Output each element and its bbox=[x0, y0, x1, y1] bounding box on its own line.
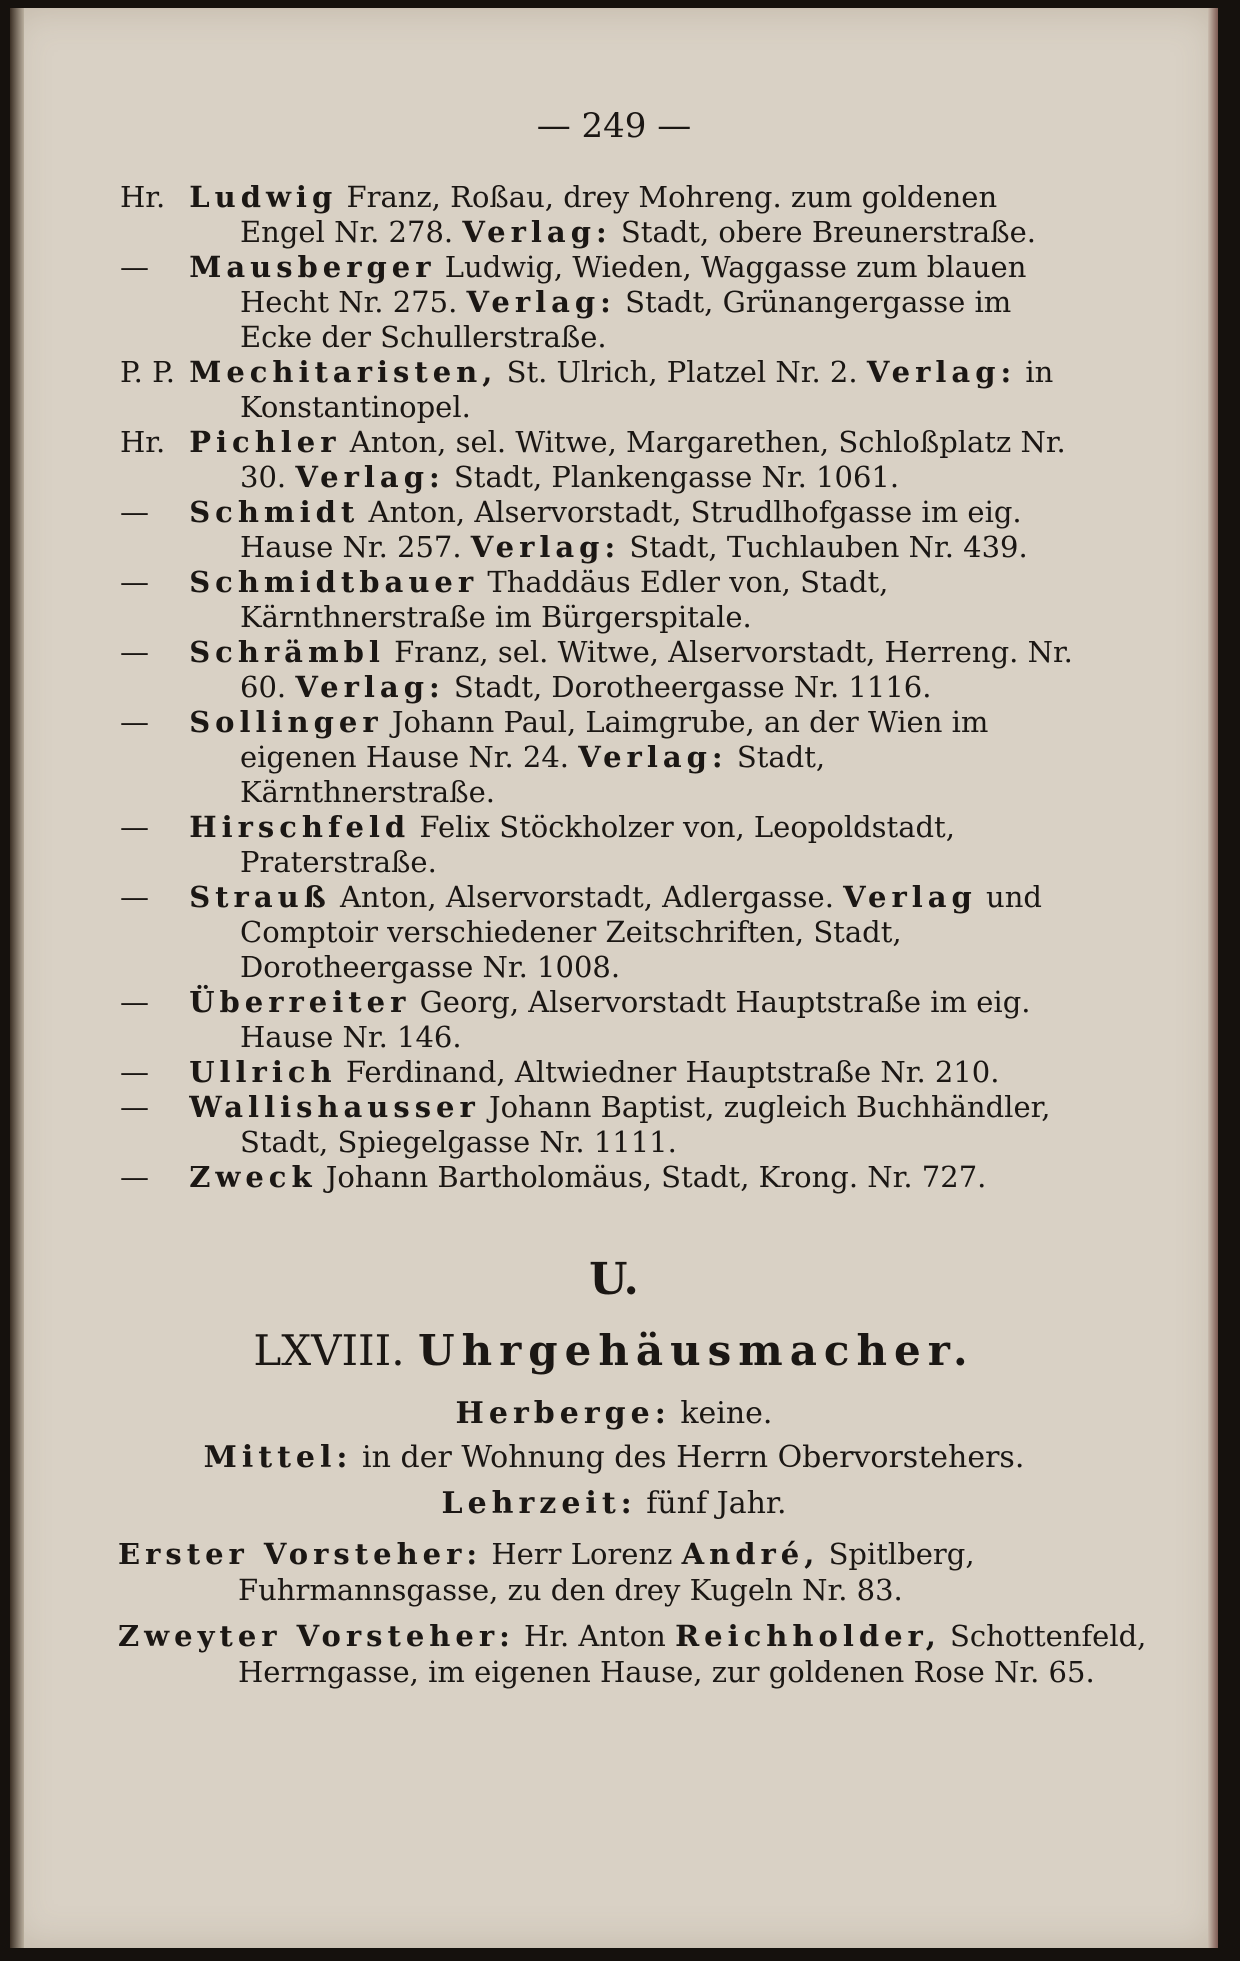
mittel-label: Mittel: bbox=[203, 1440, 353, 1475]
entry-name: Ludwig bbox=[189, 180, 338, 214]
entry-text: St. Ulrich, Platzel Nr. 2. bbox=[506, 355, 858, 389]
verlag-text: Stadt, Grünangergasse im Ecke der Schullerstraße. bbox=[240, 285, 1012, 354]
first-officer bbox=[118, 1536, 1203, 1608]
entry-name: Ullrich bbox=[189, 1055, 337, 1089]
entry-lead: — bbox=[120, 1160, 149, 1194]
section-number: LXVIII. bbox=[253, 1326, 405, 1375]
list-item bbox=[120, 1160, 1080, 1195]
entry-text: Georg, Alservorstadt Hauptstraße im eig. Hause Nr. 146. bbox=[240, 985, 1031, 1054]
binding-edge bbox=[10, 8, 24, 1948]
herberge-label: Herberge: bbox=[455, 1396, 671, 1431]
entry-lead: — bbox=[120, 880, 149, 914]
entry-text: Anton, sel. Witwe, Margarethen, Schloßplatz Nr. 30. bbox=[240, 425, 1066, 494]
second-officer-label: Zweyter Vorsteher: bbox=[118, 1619, 515, 1653]
first-officer-address: Spitlberg, Fuhrmannsgasse, zu den drey Kugeln Nr. 83. bbox=[238, 1537, 975, 1607]
list-item bbox=[120, 425, 1080, 495]
verlag-label: Verlag: bbox=[295, 460, 445, 494]
verlag-text: Stadt, Dorotheergasse Nr. 1116. bbox=[453, 670, 932, 704]
entry-text: Johann Bartholomäus, Stadt, Krong. Nr. 727. bbox=[325, 1160, 987, 1194]
entry-name: Pichler bbox=[189, 425, 341, 459]
entry-lead: — bbox=[120, 985, 149, 1019]
entry-name: Mausberger bbox=[189, 250, 436, 284]
entry-text: Franz, sel. Witwe, Alservorstadt, Herreng. Nr. 60. bbox=[240, 635, 1073, 704]
letter-heading: U. bbox=[589, 1254, 639, 1305]
entry-text: Ludwig, Wieden, Waggasse zum blauen Hecht Nr. 275. bbox=[240, 250, 1027, 319]
entry-lead: — bbox=[120, 705, 149, 739]
list-item bbox=[120, 705, 1080, 810]
entry-text: Johann Baptist, zugleich Buchhändler, Stadt, Spiegelgasse Nr. 1111. bbox=[240, 1090, 1051, 1159]
mittel-line bbox=[10, 1440, 1218, 1475]
second-officer-pre: Hr. Anton bbox=[524, 1619, 666, 1653]
entry-text: Johann Paul, Laimgrube, an der Wien im eigenen Hause Nr. 24. bbox=[240, 705, 989, 774]
list-item bbox=[120, 1055, 1080, 1090]
page-edge bbox=[1208, 8, 1218, 1948]
entry-name: Mechitaristen, bbox=[189, 355, 498, 389]
page-number: — 249 — bbox=[536, 106, 692, 146]
verlag-label: Verlag: bbox=[866, 355, 1017, 389]
entry-lead: — bbox=[120, 495, 149, 529]
list-item bbox=[120, 810, 1080, 880]
entry-lead: — bbox=[120, 635, 149, 669]
verlag-label: Verlag: bbox=[462, 215, 612, 249]
lehrzeit-label: Lehrzeit: bbox=[441, 1486, 637, 1521]
entry-name: Schmidtbauer bbox=[189, 565, 479, 599]
herberge-line bbox=[10, 1396, 1218, 1431]
mittel-value: in der Wohnung des Herrn Obervorstehers. bbox=[362, 1440, 1025, 1475]
entry-lead: — bbox=[120, 250, 149, 284]
lehrzeit-value: fünf Jahr. bbox=[646, 1486, 787, 1521]
list-item bbox=[120, 1090, 1080, 1160]
entry-text: Anton, Alservorstadt, Adlergasse. bbox=[339, 880, 834, 914]
herberge-value: keine. bbox=[680, 1396, 773, 1431]
book-page bbox=[10, 8, 1218, 1948]
verlag-label: Verlag bbox=[843, 880, 977, 914]
list-item bbox=[120, 635, 1080, 705]
first-officer-name: André, bbox=[681, 1537, 820, 1571]
entry-lead: — bbox=[120, 1055, 149, 1089]
second-officer bbox=[118, 1618, 1203, 1690]
first-officer-pre: Herr Lorenz bbox=[491, 1537, 673, 1571]
entry-name: Strauß bbox=[189, 880, 331, 914]
verlag-label: Verlag: bbox=[578, 740, 728, 774]
list-item bbox=[120, 250, 1080, 355]
entry-name: Wallishausser bbox=[189, 1090, 480, 1124]
lehrzeit-line bbox=[10, 1486, 1218, 1521]
entry-text: Anton, Alservorstadt, Strudlhofgasse im eig. Hause Nr. 257. bbox=[240, 495, 1022, 564]
verlag-text: Stadt, Kärnthnerstraße. bbox=[240, 740, 826, 809]
verlag-text: Stadt, Plankengasse Nr. 1061. bbox=[453, 460, 900, 494]
entry-text: Thaddäus Edler von, Stadt, Kärnthnerstraße im Bürgerspitale. bbox=[240, 565, 889, 634]
verlag-text: und Comptoir verschiedener Zeitschriften, Stadt, Dorotheergasse Nr. 1008. bbox=[240, 880, 1042, 984]
list-item bbox=[120, 495, 1080, 565]
entry-name: Überreiter bbox=[189, 985, 411, 1019]
section-title: Uhrgehäusmacher. bbox=[417, 1326, 975, 1375]
verlag-text: in Konstantinopel. bbox=[240, 355, 1054, 424]
list-item bbox=[120, 565, 1080, 635]
entry-lead: Hr. bbox=[120, 425, 166, 459]
verlag-label: Verlag: bbox=[295, 670, 445, 704]
second-officer-address: Schottenfeld, Herrngasse, im eigenen Hause, zur goldenen Rose Nr. 65. bbox=[238, 1619, 1147, 1689]
verlag-text: Stadt, Tuchlauben Nr. 439. bbox=[629, 530, 1028, 564]
verlag-text: Stadt, obere Breunerstraße. bbox=[620, 215, 1036, 249]
second-officer-name: Reichholder, bbox=[675, 1619, 941, 1653]
list-item bbox=[120, 880, 1080, 985]
entry-lead: Hr. bbox=[120, 180, 166, 214]
list-item bbox=[120, 355, 1080, 425]
entry-name: Hirschfeld bbox=[189, 810, 411, 844]
entry-text: Felix Stöckholzer von, Leopoldstadt, Praterstraße. bbox=[240, 810, 955, 879]
first-officer-label: Erster Vorsteher: bbox=[118, 1537, 483, 1571]
entry-text: Ferdinand, Altwiedner Hauptstraße Nr. 210. bbox=[345, 1055, 1000, 1089]
entry-lead: — bbox=[120, 565, 149, 599]
entry-name: Zweck bbox=[189, 1160, 317, 1194]
list-item bbox=[120, 985, 1080, 1055]
entry-name: Schrämbl bbox=[189, 635, 385, 669]
entry-lead: — bbox=[120, 810, 149, 844]
entry-lead: — bbox=[120, 1090, 149, 1124]
entry-name: Sollinger bbox=[189, 705, 383, 739]
entry-name: Schmidt bbox=[189, 495, 360, 529]
entry-lead: P. P. bbox=[120, 355, 175, 389]
section-heading bbox=[10, 1326, 1218, 1375]
verlag-label: Verlag: bbox=[470, 530, 621, 564]
entry-list bbox=[120, 180, 1080, 1195]
verlag-label: Verlag: bbox=[466, 285, 616, 319]
list-item bbox=[120, 180, 1080, 250]
entry-text: Franz, Roßau, drey Mohreng. zum goldenen Engel Nr. 278. bbox=[240, 180, 998, 249]
